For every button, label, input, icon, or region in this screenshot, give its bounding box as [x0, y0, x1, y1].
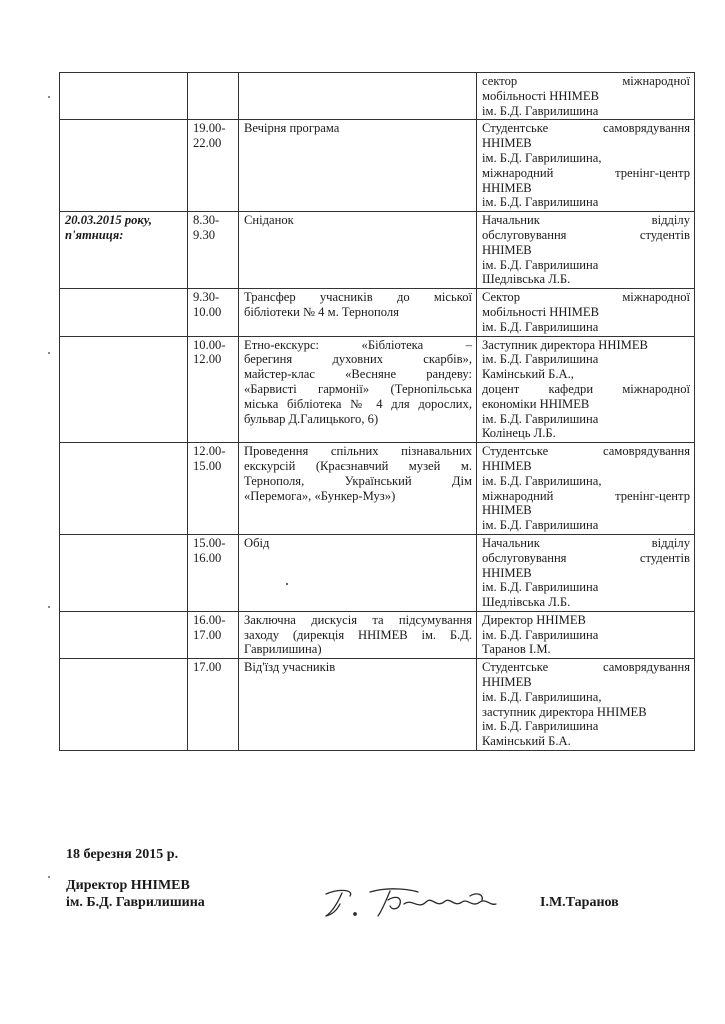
signatory-position: Директор ННІМЕВ: [66, 878, 190, 893]
time-line: 19.00-: [193, 121, 226, 136]
date-cell: [60, 73, 188, 120]
responsible-line: ННІМЕВ: [482, 503, 532, 518]
event-line: Сніданок: [244, 213, 294, 228]
responsible-line: ім. Б.Д. Гаврилишина: [482, 580, 599, 595]
signatory-institute: ім. Б.Д. Гаврилишина: [66, 895, 205, 910]
responsible-line: ім. Б.Д. Гаврилишина: [482, 319, 599, 334]
date-cell: [60, 534, 188, 611]
date-cell: [60, 443, 188, 535]
responsible-line: Студентське самоврядування: [482, 444, 690, 459]
time-line: 16.00-: [193, 612, 226, 627]
scan-speck: [286, 583, 288, 585]
event-line: Трансфер учасників до міської: [244, 290, 472, 305]
time-cell: [188, 336, 239, 443]
responsible-line: ННІМЕВ: [482, 242, 532, 257]
date-cell: [60, 336, 188, 443]
responsible-line: міжнародний тренінг-центр: [482, 165, 690, 180]
responsible-line: Камінський Б.А.: [482, 734, 571, 749]
time-cell: [188, 611, 239, 658]
time-line: 10.00: [193, 304, 222, 319]
event-line: майстер-клас «Весняне рандеву:: [244, 367, 472, 382]
date-cell: [60, 659, 188, 751]
margin-mark: [48, 352, 50, 354]
responsible-cell: [477, 336, 695, 443]
responsible-line: економіки ННІМЕВ: [482, 396, 590, 411]
responsible-cell: [477, 659, 695, 751]
table-row: [60, 120, 695, 212]
responsible-line: ім. Б.Д. Гаврилишина: [482, 719, 599, 734]
responsible-line: ім. Б.Д. Гаврилишина: [482, 103, 599, 118]
margin-mark: [48, 876, 50, 878]
time-line: 12.00: [193, 352, 222, 367]
table-row: [60, 336, 695, 443]
document-date: 18 березня 2015 р.: [66, 847, 179, 862]
responsible-line: заступник директора ННІМЕВ: [482, 704, 647, 719]
responsible-line: Шедлівська Л.Б.: [482, 272, 571, 287]
responsible-line: Камінський Б.А.,: [482, 367, 574, 382]
event-line: Від'їзд учасників: [244, 660, 336, 675]
table-row: [60, 659, 695, 751]
time-line: 9.30-: [193, 290, 220, 305]
time-line: 22.00: [193, 136, 222, 151]
handwritten-signature: [320, 884, 510, 929]
table-row: [60, 534, 695, 611]
event-line: бібліотеки № 4 м. Тернополя: [244, 304, 399, 319]
time-line: 16.00: [193, 550, 222, 565]
time-cell: [188, 120, 239, 212]
time-cell: [188, 659, 239, 751]
date-cell: [60, 289, 188, 336]
responsible-line: ім. Б.Д. Гаврилишина,: [482, 150, 602, 165]
event-line: Етно-екскурс: «Бібліотека –: [244, 337, 472, 352]
table-row: [60, 212, 695, 289]
responsible-cell: [477, 289, 695, 336]
table-row: [60, 443, 695, 535]
responsible-line: ННІМЕВ: [482, 675, 532, 690]
event-line: Гаврилишина): [244, 642, 322, 657]
responsible-line: Директор ННІМЕВ: [482, 612, 586, 627]
responsible-line: ННІМЕВ: [482, 136, 532, 151]
event-cell: [239, 534, 477, 611]
responsible-line: сектор міжнародної: [482, 74, 690, 88]
responsible-line: обслуговування студентів: [482, 550, 690, 565]
time-cell: [188, 534, 239, 611]
table-row: [60, 73, 695, 120]
responsible-line: Начальник відділу: [482, 213, 690, 228]
responsible-line: обслуговування студентів: [482, 227, 690, 242]
event-cell: [239, 289, 477, 336]
event-line: бульвар Д.Галицького, 6): [244, 411, 379, 426]
time-line: 15.00: [193, 458, 222, 473]
signatory-name: І.М.Таранов: [540, 895, 619, 910]
responsible-cell: [477, 534, 695, 611]
event-cell: [239, 659, 477, 751]
responsible-line: міжнародний тренінг-центр: [482, 488, 690, 503]
weekday-line: п'ятниця:: [65, 227, 124, 242]
responsible-line: Колінець Л.Б.: [482, 426, 556, 441]
responsible-line: ННІМЕВ: [482, 565, 532, 580]
date-cell: [60, 611, 188, 658]
event-line: заходу (дирекція ННІМЕВ ім. Б.Д.: [244, 627, 472, 642]
responsible-line: Студентське самоврядування: [482, 121, 690, 136]
event-line: Тернополя, Український Дім: [244, 473, 472, 488]
responsible-line: ім. Б.Д. Гаврилишина: [482, 411, 599, 426]
event-line: Проведення спільних пізнавальних: [244, 444, 472, 459]
time-cell: [188, 212, 239, 289]
responsible-line: Начальник відділу: [482, 535, 690, 550]
time-line: 17.00: [193, 660, 222, 675]
responsible-line: ім. Б.Д. Гаврилишина: [482, 195, 599, 210]
responsible-line: ім. Б.Д. Гаврилишина: [482, 627, 599, 642]
event-line: берегиня духовних скарбів»,: [244, 352, 472, 367]
event-cell: [239, 120, 477, 212]
event-cell: [239, 443, 477, 535]
responsible-line: ННІМЕВ: [482, 458, 532, 473]
event-line: «Барвисті гармонії» (Тернопільська: [244, 381, 472, 396]
time-cell: [188, 73, 239, 120]
margin-mark: [48, 606, 50, 608]
responsible-line: доцент кафедри міжнародної: [482, 381, 690, 396]
responsible-cell: [477, 73, 695, 120]
responsible-line: мобільності ННІМЕВ: [482, 88, 599, 103]
schedule-table: [59, 72, 695, 751]
event-cell: [239, 212, 477, 289]
time-cell: [188, 443, 239, 535]
responsible-line: ННІМЕВ: [482, 180, 532, 195]
responsible-line: Заступник директора ННІМЕВ: [482, 337, 648, 352]
responsible-line: Студентське самоврядування: [482, 660, 690, 675]
time-line: 10.00-: [193, 337, 226, 352]
date-line: 20.03.2015 року,: [65, 213, 152, 228]
event-line: екскурсій (Краєзнавчий музей м.: [244, 458, 472, 473]
event-line: Заключна дискусія та підсумування: [244, 612, 472, 627]
time-line: 17.00: [193, 627, 222, 642]
signature-graphic: [320, 884, 510, 924]
responsible-line: ім. Б.Д. Гаврилишина: [482, 257, 599, 272]
responsible-cell: [477, 120, 695, 212]
responsible-line: Шедлівська Л.Б.: [482, 595, 571, 610]
event-line: Вечірня програма: [244, 121, 340, 136]
table-row: [60, 289, 695, 336]
date-cell: [60, 212, 188, 289]
time-line: 9.30: [193, 227, 216, 242]
event-cell: [239, 73, 477, 120]
event-cell: [239, 611, 477, 658]
responsible-line: ім. Б.Д. Гаврилишина,: [482, 473, 602, 488]
responsible-line: Таранов І.М.: [482, 642, 551, 657]
responsible-line: мобільності ННІМЕВ: [482, 304, 599, 319]
event-line: міська бібліотека № 4 для дорослих,: [244, 396, 472, 411]
time-cell: [188, 289, 239, 336]
responsible-cell: [477, 443, 695, 535]
date-cell: [60, 120, 188, 212]
responsible-line: ім. Б.Д. Гаврилишина,: [482, 689, 602, 704]
event-cell: [239, 336, 477, 443]
time-line: 12.00-: [193, 444, 226, 459]
responsible-cell: [477, 611, 695, 658]
event-line: «Перемога», «Бункер-Муз»): [244, 488, 396, 503]
responsible-line: ім. Б.Д. Гаврилишина: [482, 352, 599, 367]
responsible-line: ім. Б.Д. Гаврилишина: [482, 518, 599, 533]
margin-mark: [48, 96, 50, 98]
time-line: 8.30-: [193, 213, 220, 228]
time-line: 15.00-: [193, 535, 226, 550]
responsible-line: Сектор міжнародної: [482, 290, 690, 305]
event-line: Обід: [244, 535, 270, 550]
responsible-cell: [477, 212, 695, 289]
table-row: [60, 611, 695, 658]
